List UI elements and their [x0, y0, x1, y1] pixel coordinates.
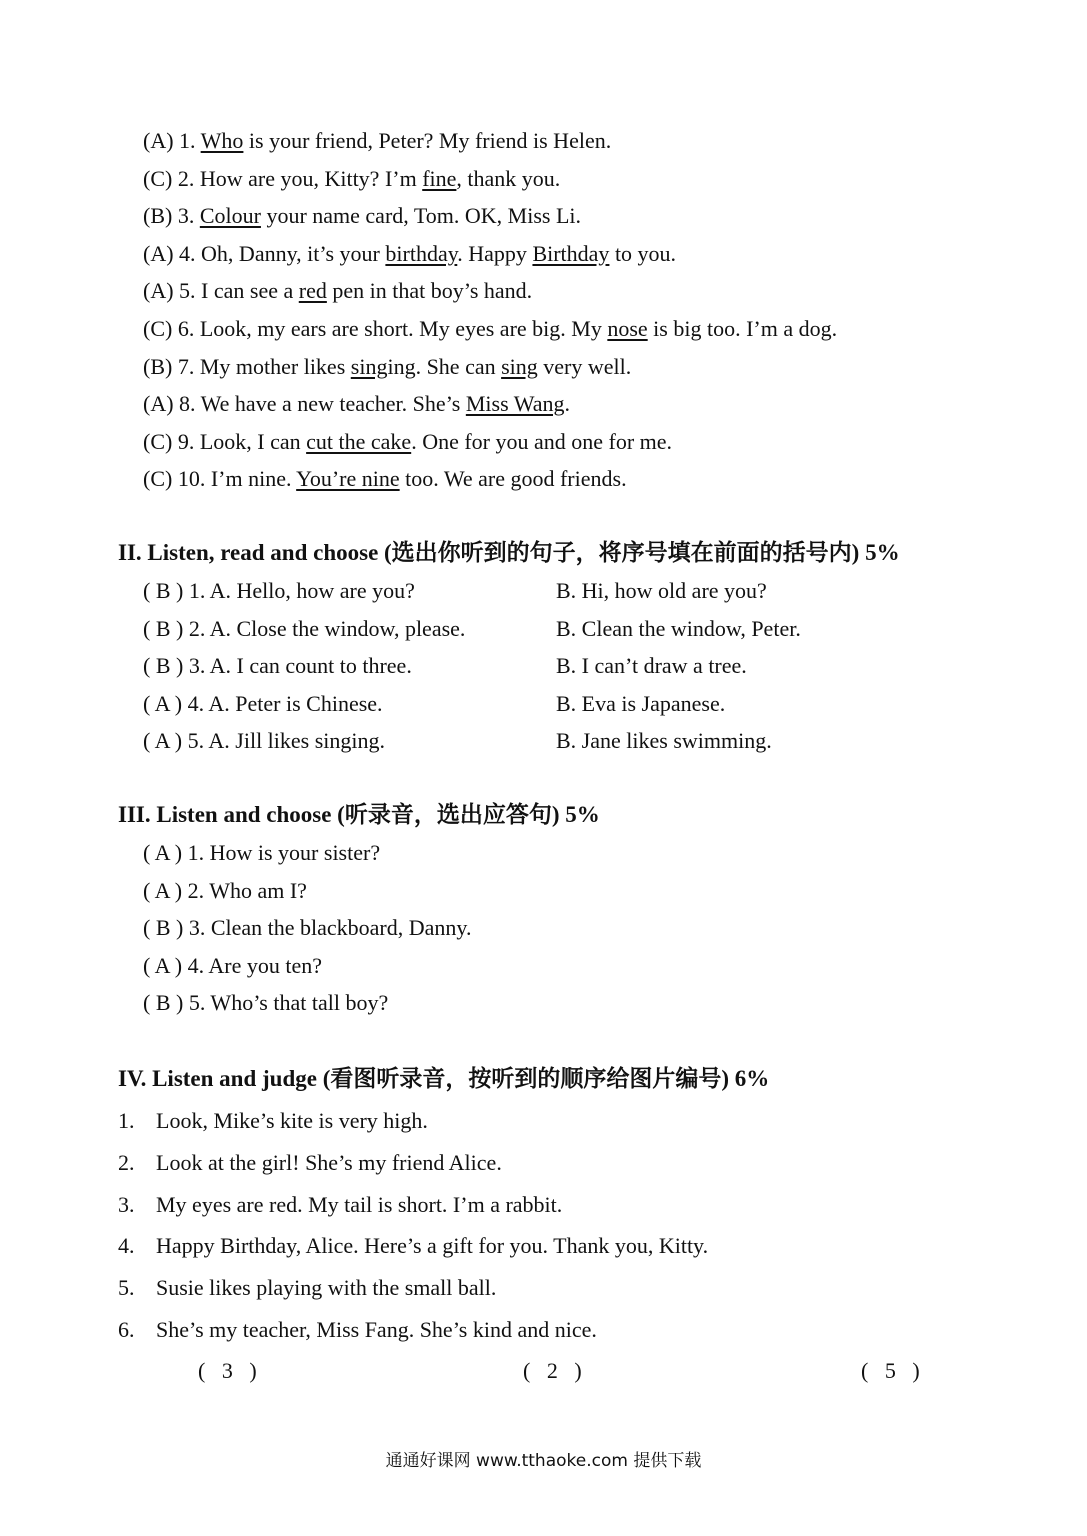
section-4-item	[118, 1192, 562, 1218]
sentence-text: to you.	[609, 240, 677, 266]
picture-number-answer: ( 3 )	[198, 1358, 257, 1383]
section-1-item	[143, 166, 560, 192]
item-number: 2.	[118, 1149, 135, 1175]
item-number: 3.	[118, 1191, 135, 1217]
section-4-item	[118, 1233, 708, 1259]
item-number: 4.	[118, 1233, 135, 1259]
section-2-heading: II. Listen, read and choose (选出你听到的句子，将序号填在前面的括号内) 5%	[118, 540, 900, 565]
section-1-item	[143, 391, 570, 417]
sentence-text: Happy Birthday, Alice. Here’s a gift for you. Thank you, Kitty.	[156, 1233, 709, 1259]
section-1-item	[143, 354, 631, 380]
underlined-word: You’re nine	[296, 466, 400, 492]
sentence-text: is your friend, Peter? My friend is Helen.	[243, 128, 612, 153]
section-4-item	[118, 1317, 597, 1343]
sentence-text: pen in that boy’s hand.	[326, 278, 533, 304]
sentence-text: , thank you.	[456, 165, 561, 191]
section-2-option-a: ( A ) 5. A. Jill likes singing.	[143, 728, 386, 754]
section-1-item	[143, 241, 676, 267]
underlined-word: Colour	[199, 203, 261, 229]
sentence-text: . Happy	[457, 240, 533, 266]
section-1-item	[143, 278, 532, 304]
item-number: 5.	[118, 1275, 135, 1301]
item-number: 9.	[177, 428, 200, 454]
sentence-text: My eyes are red. My tail is short. I’m a rabbit.	[156, 1191, 563, 1217]
item-number: 6.	[118, 1317, 135, 1342]
item-number: 6.	[177, 316, 200, 341]
section-4-heading: IV. Listen and judge (看图听录音，按听到的顺序给图片编号) 6%	[118, 1066, 770, 1091]
section-2-option-b: B. Eva is Japanese.	[556, 690, 726, 716]
underlined-word: Miss Wang	[465, 391, 565, 417]
underlined-word: Who	[200, 128, 244, 153]
sentence-text: We have a new teacher. She’s	[200, 391, 466, 417]
picture-number-answer: ( 2 )	[523, 1358, 582, 1383]
section-2-option-a: ( B ) 1. A. Hello, how are you?	[143, 578, 415, 603]
section-3-item: ( B ) 3. Clean the blackboard, Danny.	[143, 915, 472, 941]
answer-letter: (B)	[143, 353, 178, 379]
answer-letter: (C)	[143, 165, 178, 191]
underlined-word: red	[298, 278, 327, 304]
sentence-text: Look at the girl! She’s my friend Alice.	[156, 1149, 502, 1175]
section-3-item: ( A ) 2. Who am I?	[143, 877, 307, 903]
underlined-word: birthday	[385, 240, 458, 266]
item-number: 7.	[177, 353, 200, 379]
sentence-text: Look, I can	[199, 428, 307, 454]
sentence-text: I’m nine.	[210, 466, 297, 492]
sentence-text: your name card, Tom. OK, Miss Li.	[260, 203, 582, 229]
section-1-item	[143, 128, 611, 154]
answer-letter: (A)	[143, 278, 180, 304]
section-3-heading: III. Listen and choose (听录音，选出应答句) 5%	[118, 802, 600, 827]
section-1-item	[143, 316, 837, 342]
sentence-text: .	[564, 391, 570, 417]
sentence-text: I can see a	[201, 278, 299, 304]
item-number: 1.	[118, 1108, 135, 1133]
answer-letter: (A)	[143, 128, 180, 153]
sentence-text: . One for you and one for me.	[411, 428, 673, 454]
section-4-item	[118, 1275, 496, 1301]
section-1-item	[143, 466, 627, 492]
item-number: 2.	[177, 165, 200, 191]
section-2-option-b: B. I can’t draw a tree.	[556, 653, 747, 679]
item-number: 5.	[179, 278, 202, 304]
underlined-word: sing	[501, 353, 538, 379]
section-4-item	[118, 1150, 502, 1176]
sentence-text: Oh, Danny, it’s your	[201, 240, 386, 266]
sentence-text: is big too. I’m a dog.	[647, 316, 838, 341]
sentence-text: How are you, Kitty? I’m	[199, 165, 423, 191]
section-1-item	[143, 203, 581, 229]
answer-letter: (C)	[143, 316, 178, 341]
underlined-word: fine	[422, 165, 457, 191]
underlined-word: nose	[607, 316, 648, 341]
sentence-text: My mother likes	[199, 353, 351, 379]
section-2-option-b: B. Clean the window, Peter.	[556, 615, 801, 641]
answer-letter: (C)	[143, 428, 178, 454]
answer-letter: (A)	[143, 391, 180, 417]
picture-number-answer: ( 5 )	[861, 1358, 920, 1383]
answer-letter: (A)	[143, 240, 180, 266]
sentence-text: too. We are good friends.	[399, 466, 627, 492]
sentence-text: Look, Mike’s kite is very high.	[156, 1108, 428, 1133]
footer-credit: 通通好课网 www.tthaoke.com 提供下载	[385, 1451, 702, 1471]
section-3-item: ( B ) 5. Who’s that tall boy?	[143, 990, 389, 1016]
item-number: 4.	[179, 240, 202, 266]
item-number: 10.	[177, 466, 211, 492]
section-2-option-b: B. Jane likes swimming.	[556, 728, 772, 754]
sentence-text: very well.	[537, 353, 632, 379]
underlined-word: sing	[350, 353, 388, 379]
sentence-text: Look, my ears are short. My eyes are big. My	[199, 316, 608, 341]
section-2-option-b: B. Hi, how old are you?	[556, 578, 767, 603]
item-number: 1.	[179, 128, 201, 153]
underlined-word: Birthday	[532, 240, 610, 266]
sentence-text: She’s my teacher, Miss Fang. She’s kind and nice.	[156, 1317, 597, 1342]
section-3-item: ( A ) 1. How is your sister?	[143, 840, 381, 865]
section-2-option-a: ( B ) 3. A. I can count to three.	[143, 653, 412, 679]
sentence-text: Susie likes playing with the small ball.	[156, 1275, 497, 1301]
section-2-option-a: ( B ) 2. A. Close the window, please.	[143, 615, 466, 641]
answer-letter: (C)	[143, 466, 178, 492]
section-1-item	[143, 429, 672, 455]
answer-letter: (B)	[143, 203, 178, 229]
section-4-item	[118, 1108, 428, 1134]
section-3-item: ( A ) 4. Are you ten?	[143, 952, 323, 978]
item-number: 3.	[177, 203, 200, 229]
section-2-option-a: ( A ) 4. A. Peter is Chinese.	[143, 690, 383, 716]
item-number: 8.	[179, 391, 201, 417]
underlined-word: cut the cake	[306, 428, 412, 454]
sentence-text: ing. She can	[387, 353, 502, 379]
